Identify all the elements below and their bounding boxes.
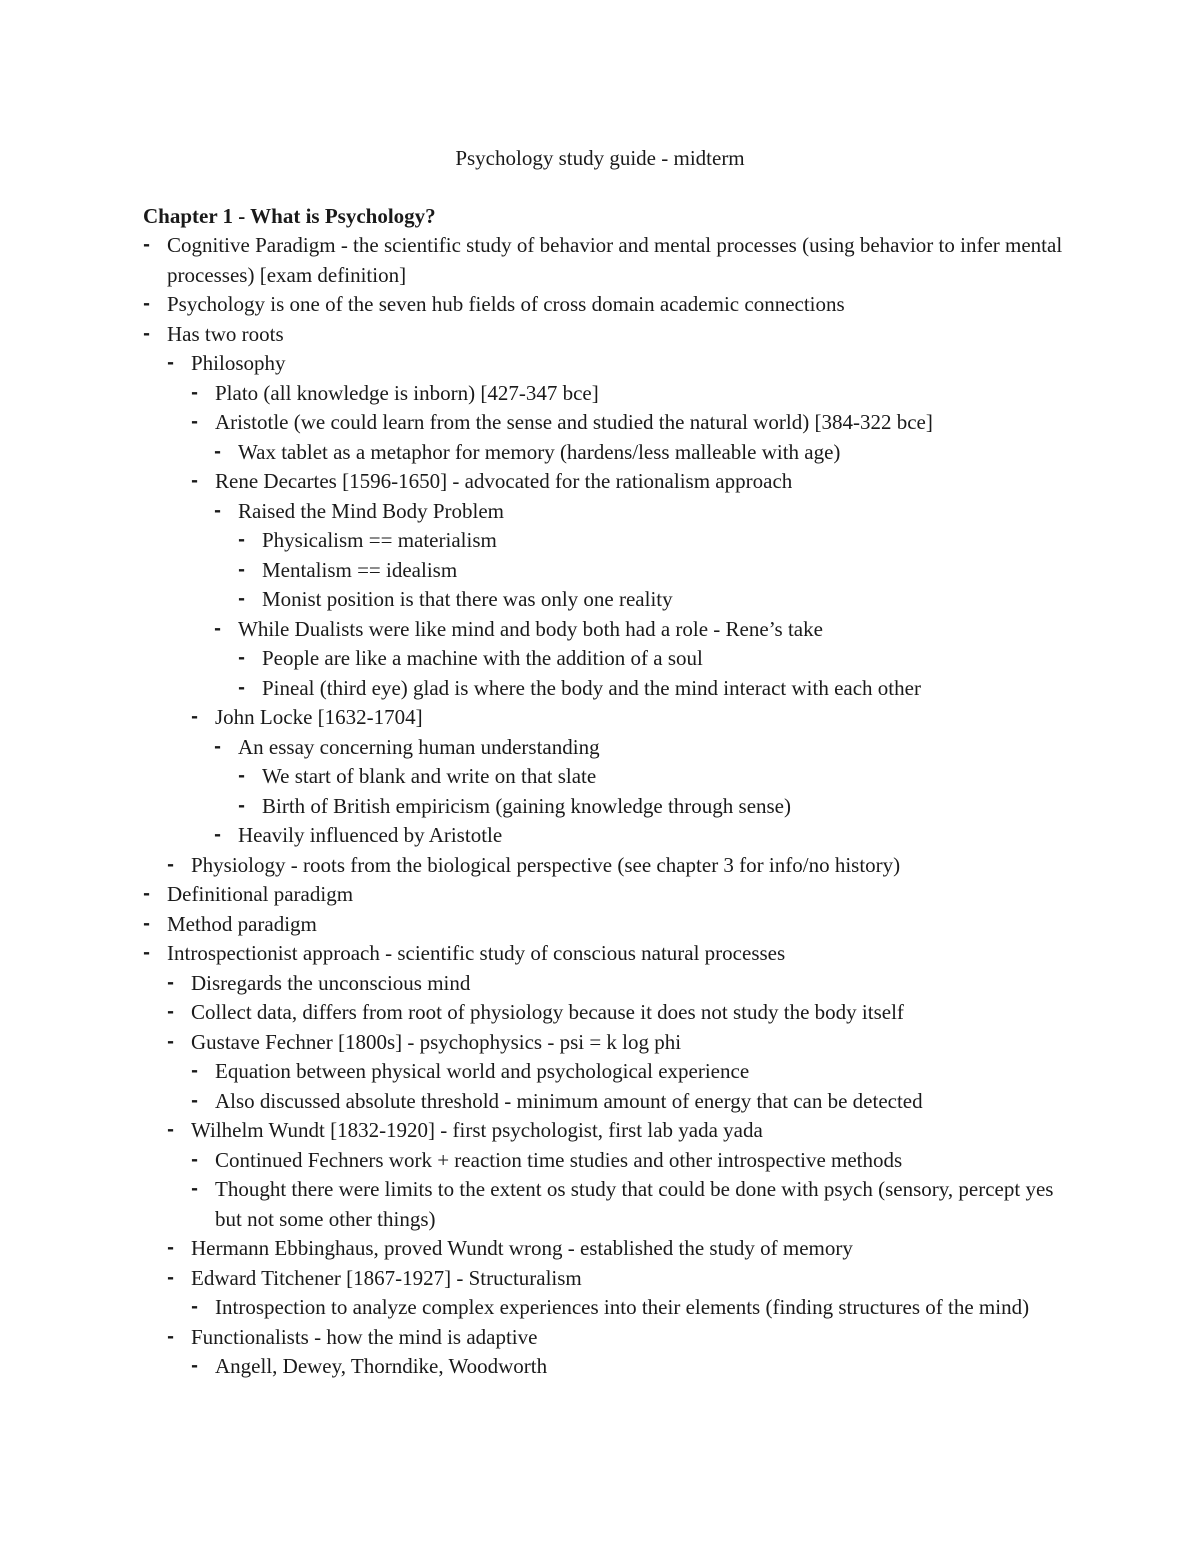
outline-item-text: Pineal (third eye) glad is where the body and the mind interact with each other	[262, 675, 921, 700]
outline-item	[167, 1028, 1063, 1058]
outline-item	[191, 1087, 1063, 1117]
outline-item	[238, 792, 1063, 822]
dash-bullet-icon: -	[143, 913, 151, 934]
dash-bullet-icon: -	[238, 795, 246, 816]
outline-item-text: Gustave Fechner [1800s] - psychophysics - psi = k log phi	[191, 1029, 682, 1054]
dash-bullet-icon: -	[191, 382, 199, 403]
dash-bullet-icon: -	[191, 1061, 199, 1081]
outline-item-text: Mentalism == idealism	[262, 557, 458, 582]
dash-bullet-icon: -	[191, 1149, 199, 1170]
outline-item-text: Equation between physical world and psychological experience	[215, 1059, 750, 1083]
outline-item-text: We start of blank and write on that slate	[262, 764, 597, 788]
dash-bullet-icon: -	[167, 1238, 175, 1258]
outline-item-text: Plato (all knowledge is inborn) [427-347 bce]	[215, 380, 599, 405]
outline-item-text: Introspectionist approach - scientific study of conscious natural processes	[167, 941, 786, 965]
outline-item	[143, 231, 1063, 290]
dash-bullet-icon: -	[238, 559, 246, 580]
dash-bullet-icon: -	[167, 353, 175, 373]
outline-item	[167, 998, 1063, 1028]
outline-item-text: Physicalism == materialism	[262, 528, 497, 552]
outline-item-text: Cognitive Paradigm - the scientific study of behavior and mental processes (using behavior to infer mental processes) [exam definition]	[167, 233, 1063, 287]
outline-item-text: Thought there were limits to the extent os study that could be done with psych (sensory, percept yes but not some other things)	[215, 1177, 1054, 1231]
outline-item	[191, 1352, 1063, 1382]
dash-bullet-icon: -	[238, 648, 246, 668]
dash-bullet-icon: -	[143, 294, 151, 314]
outline-item-text: Has two roots	[167, 321, 284, 346]
dash-bullet-icon: -	[167, 854, 175, 875]
outline-item	[191, 467, 1063, 497]
dash-bullet-icon: -	[167, 1267, 175, 1288]
dash-bullet-icon: -	[238, 677, 246, 698]
outline-item-text: Also discussed absolute threshold - minimum amount of energy that can be detected	[215, 1088, 923, 1113]
outline-item	[143, 939, 1063, 969]
dash-bullet-icon: -	[191, 1179, 199, 1199]
dash-bullet-icon: -	[191, 471, 199, 491]
dash-bullet-icon: -	[143, 323, 151, 344]
outline-item	[214, 497, 1063, 527]
outline-item	[238, 762, 1063, 792]
outline-item-text: Hermann Ebbinghaus, proved Wundt wrong - established the study of memory	[191, 1236, 853, 1260]
outline-item-text: Wilhelm Wundt [1832-1920] - first psychologist, first lab yada yada	[191, 1118, 763, 1142]
outline-item	[214, 821, 1063, 851]
dash-bullet-icon: -	[214, 825, 222, 845]
outline-item	[214, 615, 1063, 645]
outline-item	[191, 703, 1063, 733]
dash-bullet-icon: -	[214, 441, 222, 462]
dash-bullet-icon: -	[214, 736, 222, 757]
outline-item-text: Aristotle (we could learn from the sense and studied the natural world) [384-322 bce]	[215, 410, 933, 434]
dash-bullet-icon: -	[167, 1002, 175, 1022]
dash-bullet-icon: -	[191, 1297, 199, 1317]
outline-item-text: Method paradigm	[167, 911, 317, 936]
dash-bullet-icon: -	[143, 943, 151, 963]
outline-item	[191, 379, 1063, 409]
outline-item-text: Rene Decartes [1596-1650] - advocated for the rationalism approach	[215, 469, 793, 493]
outline-item-text: Wax tablet as a metaphor for memory (hardens/less malleable with age)	[238, 439, 841, 464]
outline-item	[238, 556, 1063, 586]
dash-bullet-icon: -	[167, 1031, 175, 1052]
outline-item	[214, 438, 1063, 468]
outline-item-text: Philosophy	[191, 351, 286, 375]
outline-item	[143, 880, 1063, 910]
dash-bullet-icon: -	[238, 530, 246, 550]
document-title: Psychology study guide - midterm	[455, 146, 745, 170]
dash-bullet-icon: -	[214, 500, 222, 521]
outline-item-text: An essay concerning human understanding	[238, 734, 600, 759]
dash-bullet-icon: -	[191, 1090, 199, 1111]
outline-item	[191, 1057, 1063, 1087]
outline-item	[191, 1146, 1063, 1176]
outline-item	[238, 526, 1063, 556]
outline-list	[143, 231, 1063, 1382]
outline-item	[167, 969, 1063, 999]
outline-item-text: Functionalists - how the mind is adaptive	[191, 1324, 538, 1349]
dash-bullet-icon: -	[191, 707, 199, 727]
outline-item	[167, 851, 1063, 881]
outline-item	[167, 349, 1063, 379]
outline-item	[143, 290, 1063, 320]
outline-item	[143, 320, 1063, 350]
outline-item-text: While Dualists were like mind and body both had a role - Rene’s take	[238, 616, 823, 641]
outline-item-text: Definitional paradigm	[167, 882, 354, 906]
dash-bullet-icon: -	[167, 1120, 175, 1140]
outline-item	[238, 644, 1063, 674]
outline-item-text: Raised the Mind Body Problem	[238, 498, 504, 523]
outline-item	[143, 910, 1063, 940]
outline-item-text: Introspection to analyze complex experiences into their elements (finding structures of the mind)	[215, 1295, 1030, 1319]
dash-bullet-icon: -	[143, 884, 151, 904]
outline-item-text: Physiology - roots from the biological perspective (see chapter 3 for info/no history)	[191, 852, 901, 877]
outline-item	[167, 1116, 1063, 1146]
outline-item-text: Angell, Dewey, Thorndike, Woodworth	[215, 1354, 548, 1378]
outline-item	[214, 733, 1063, 763]
outline-item-text: Continued Fechners work + reaction time studies and other introspective methods	[215, 1147, 903, 1172]
dash-bullet-icon: -	[191, 412, 199, 432]
outline-item	[238, 674, 1063, 704]
outline-item-text: Monist position is that there was only one reality	[262, 587, 673, 611]
outline-item-text: John Locke [1632-1704]	[215, 705, 423, 729]
outline-item	[191, 1175, 1063, 1234]
chapter-heading: Chapter 1 - What is Psychology?	[143, 204, 436, 228]
outline-item-text: Heavily influenced by Aristotle	[238, 823, 503, 847]
outline-item-text: Collect data, differs from root of physiology because it does not study the body itself	[191, 1000, 904, 1024]
dash-bullet-icon: -	[214, 618, 222, 639]
outline-item	[167, 1323, 1063, 1353]
dash-bullet-icon: -	[238, 589, 246, 609]
dash-bullet-icon: -	[167, 972, 175, 993]
dash-bullet-icon: -	[238, 766, 246, 786]
dash-bullet-icon: -	[167, 1326, 175, 1347]
outline-item-text: Edward Titchener [1867-1927] - Structuralism	[191, 1265, 582, 1290]
dash-bullet-icon: -	[143, 235, 151, 255]
outline-item	[191, 408, 1063, 438]
outline-item-text: People are like a machine with the addition of a soul	[262, 646, 703, 670]
outline-item	[191, 1293, 1063, 1323]
outline-item-text: Psychology is one of the seven hub fields of cross domain academic connections	[167, 292, 845, 316]
outline-item-text: Disregards the unconscious mind	[191, 970, 471, 995]
outline-item	[167, 1234, 1063, 1264]
outline-item-text: Birth of British empiricism (gaining knowledge through sense)	[262, 793, 791, 818]
dash-bullet-icon: -	[191, 1356, 199, 1376]
outline-item	[238, 585, 1063, 615]
outline-item	[167, 1264, 1063, 1294]
